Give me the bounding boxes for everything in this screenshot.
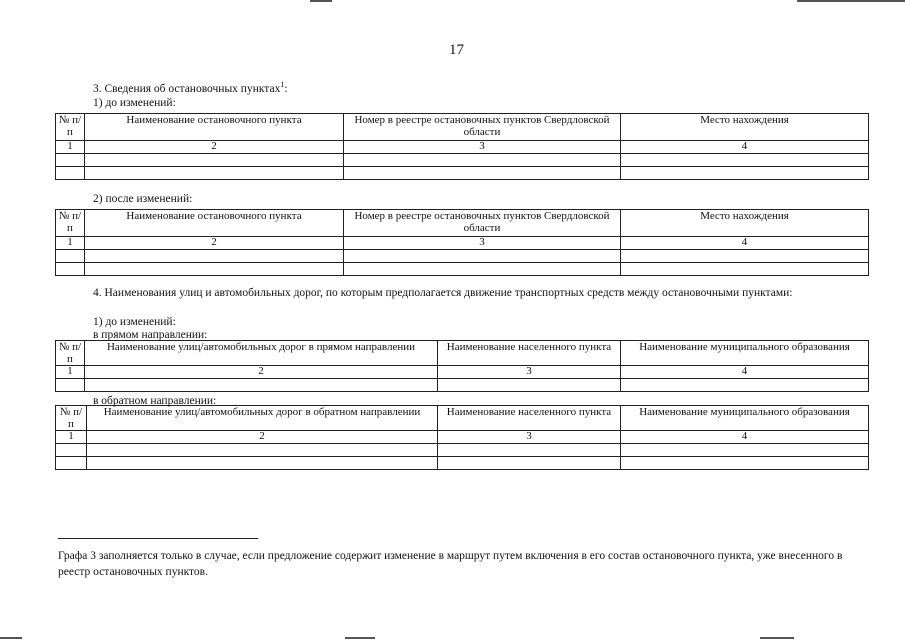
column-number-cell: 1 bbox=[56, 237, 85, 250]
page-number: 17 bbox=[449, 42, 464, 58]
empty-cell bbox=[621, 457, 869, 470]
empty-cell bbox=[344, 167, 621, 180]
empty-cell bbox=[56, 263, 85, 276]
empty-cell bbox=[56, 444, 87, 457]
footnote-separator bbox=[58, 538, 258, 539]
section-3-title-suffix: : bbox=[284, 83, 288, 95]
empty-cell bbox=[621, 379, 869, 392]
empty-cell bbox=[344, 250, 621, 263]
section-4-before-label: 1) до изменений: bbox=[93, 316, 176, 328]
column-number-cell: 1 bbox=[56, 141, 85, 154]
empty-cell bbox=[621, 263, 869, 276]
stops-after-table bbox=[55, 209, 869, 276]
empty-cell bbox=[621, 444, 869, 457]
empty-cell bbox=[85, 263, 344, 276]
empty-cell bbox=[85, 167, 344, 180]
column-number-cell: 3 bbox=[344, 237, 621, 250]
forward-direction-label: в прямом направлении: bbox=[93, 329, 208, 341]
stops-before-table bbox=[55, 113, 869, 180]
header-streets-backward: Наименование улиц/автомобильных дорог в обратном направлении bbox=[87, 406, 438, 431]
empty-cell bbox=[56, 167, 85, 180]
column-number-cell: 4 bbox=[621, 141, 869, 154]
empty-cell bbox=[56, 379, 85, 392]
backward-direction-label: в обратном направлении: bbox=[93, 395, 217, 407]
column-number-cell: 3 bbox=[438, 431, 621, 444]
empty-cell bbox=[85, 250, 344, 263]
scan-mark bbox=[797, 0, 905, 2]
header-location: Место нахождения bbox=[621, 114, 869, 141]
header-number: № п/п bbox=[56, 406, 87, 431]
section-3-before-label: 1) до изменений: bbox=[93, 97, 176, 109]
column-number-cell: 2 bbox=[85, 141, 344, 154]
header-number: № п/п bbox=[56, 114, 85, 141]
empty-cell bbox=[56, 154, 85, 167]
header-municipality: Наименование муниципального образования bbox=[621, 406, 869, 431]
column-number-cell: 3 bbox=[344, 141, 621, 154]
empty-cell bbox=[344, 263, 621, 276]
column-number-cell: 4 bbox=[621, 237, 869, 250]
empty-cell bbox=[344, 154, 621, 167]
header-stop-name: Наименование остановочного пункта bbox=[85, 114, 344, 141]
header-location: Место нахождения bbox=[621, 210, 869, 237]
section-3-title bbox=[93, 80, 288, 96]
column-number-cell: 2 bbox=[85, 366, 438, 379]
header-registry-number: Номер в реестре остановочных пунктов Свердловской области bbox=[344, 114, 621, 141]
section-3-after-label: 2) после изменений: bbox=[93, 193, 193, 205]
header-number: № п/п bbox=[56, 341, 85, 366]
header-municipality: Наименование муниципального образования bbox=[621, 341, 869, 366]
empty-cell bbox=[621, 250, 869, 263]
header-streets-forward: Наименование улиц/автомобильных дорог в прямом направлении bbox=[85, 341, 438, 366]
empty-cell bbox=[56, 250, 85, 263]
header-number: № п/п bbox=[56, 210, 85, 237]
header-stop-name: Наименование остановочного пункта bbox=[85, 210, 344, 237]
column-number-cell: 3 bbox=[438, 366, 621, 379]
column-number-cell: 2 bbox=[87, 431, 438, 444]
section-3-title-text: 3. Сведения об остановочных пунктах bbox=[93, 83, 281, 95]
scan-mark bbox=[345, 637, 375, 639]
empty-cell bbox=[85, 154, 344, 167]
empty-cell bbox=[85, 379, 438, 392]
scan-mark bbox=[760, 637, 794, 639]
header-locality: Наименование населенного пункта bbox=[438, 341, 621, 366]
scan-mark bbox=[0, 637, 22, 639]
header-registry-number: Номер в реестре остановочных пунктов Свердловской области bbox=[344, 210, 621, 237]
column-number-cell: 1 bbox=[56, 366, 85, 379]
empty-cell bbox=[56, 457, 87, 470]
footnote-reference: 1 bbox=[280, 80, 285, 90]
empty-cell bbox=[621, 154, 869, 167]
forward-direction-table bbox=[55, 340, 869, 392]
backward-direction-table bbox=[55, 405, 869, 470]
section-4-title: 4. Наименования улиц и автомобильных дорог, по которым предполагается движение транспортных средств между остановочными пунктами: bbox=[93, 287, 793, 299]
column-number-cell: 2 bbox=[85, 237, 344, 250]
empty-cell bbox=[438, 444, 621, 457]
empty-cell bbox=[87, 444, 438, 457]
footnote-text: Графа 3 заполняется только в случае, если предложение содержит изменение в маршрут путем включения в его состав остановочного пункта, уже внесенного в реестр остановочных пунктов. bbox=[58, 550, 843, 578]
empty-cell bbox=[621, 167, 869, 180]
empty-cell bbox=[438, 379, 621, 392]
empty-cell bbox=[438, 457, 621, 470]
column-number-cell: 4 bbox=[621, 431, 869, 444]
scan-mark bbox=[310, 0, 332, 2]
empty-cell bbox=[87, 457, 438, 470]
header-locality: Наименование населенного пункта bbox=[438, 406, 621, 431]
column-number-cell: 1 bbox=[56, 431, 87, 444]
column-number-cell: 4 bbox=[621, 366, 869, 379]
